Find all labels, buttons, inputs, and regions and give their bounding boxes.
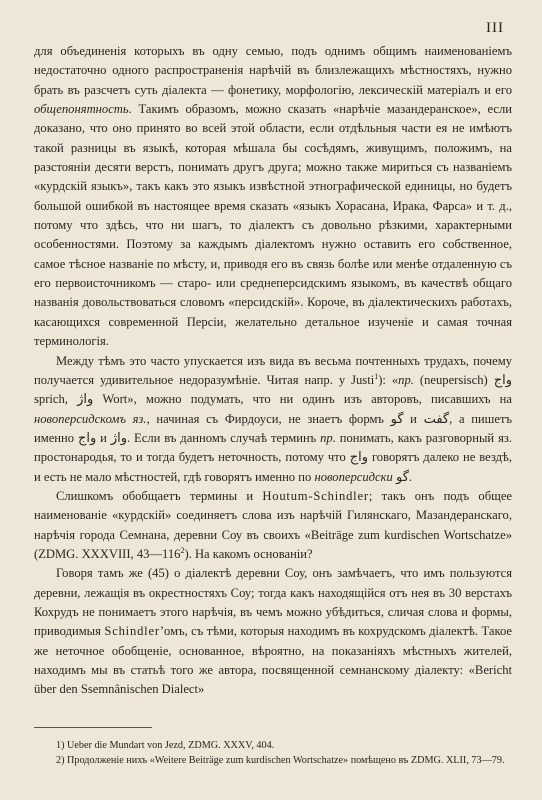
text-run: Слишкомъ обобщаетъ термины и (56, 488, 263, 503)
text-run: новоперсидскомъ яз. (34, 411, 147, 426)
text-run: , начиная съ Фирдоуси, не знаетъ формъ (146, 411, 391, 426)
arabic-word: واج (349, 450, 369, 466)
text-run: . Такимъ образомъ, можно сказать «нарѣчіе мазандеранское», если доказано, что оно принято во всей этой области, если отдѣльныя части ея не имѣютъ такой разницы въ языкѣ, которая мѣшала бы сосѣдямъ, живущимъ, положимъ, на разстояніи десяти верстъ, понимать другъ друга; можно также мириться съ названіемъ «курдскій языкъ», такъ какъ это языкъ извѣстной этнографической единицы, но будетъ большой ошибкой въ настоящее время сказать «языкъ Хорасана, Ирака, Фарса» и т. д., потому что здѣсь, что ни шагъ, то діалектъ съ довольно рѣзкими, характерными особенностями. Поэтому за каждымъ діалектомъ нужно оставить его собственное, самое тѣсное названіе по мѣсту, и, приводя его въ связь болѣе или менѣе отдаленную съ его первоисточникомъ — старо- или среднеперсидскимъ языкомъ, въ качествѣ общаго названія довольствоваться словомъ «персидскій». Короче, въ діалектическихъ работахъ, касающихся современной Персіи, желательно детальное изученіе и самая точная терминологія. (34, 102, 512, 349)
text-run: пр. (320, 430, 336, 445)
text-run: . (408, 469, 413, 484)
arabic-word: واژ (77, 392, 94, 408)
text-run: (neupersisch) (413, 372, 494, 387)
footnote-2: 2) Продолженіе нихъ «Weitere Beiträge zum kurdischen Wortschatze» помѣщено въ ZDMG. XLII, 73—79. (56, 755, 505, 766)
text-run: ; такъ онъ подъ общее наименованіе «курдскій» соединяетъ слова изъ нарѣчій Гилянскаго, Мазандеранскаго, нарѣчія города Семнана, деревни Соу въ своихъ «Beiträge zum kurdischen Wortschatze» (ZDMG. XXXVIII, 43—116 (34, 488, 512, 561)
arabic-word: واژ (110, 430, 127, 446)
footnote-1: 1) Ueber die Mundart von Jezd, ZDMG. XXXV, 404. (56, 740, 275, 751)
text-run: sprich, (34, 392, 78, 407)
text-run: и (403, 411, 424, 426)
footnote-divider (34, 727, 152, 728)
text-run: общепонятность (34, 102, 129, 117)
footnotes (34, 738, 512, 768)
text-run: говорятъ далеко не вездѣ, и есть не мало мѣстностей, гдѣ говорятъ именно по (34, 450, 512, 484)
paragraph (34, 487, 512, 564)
text-run: и (96, 430, 111, 445)
paragraph (34, 564, 512, 699)
text-run: Между тѣмъ это часто упускается изъ вида въ весьма почтенныхъ трудахъ, почему получается удивительное недоразумѣніе. Читая напр. у Justi (34, 353, 512, 387)
arabic-word: واج (493, 372, 512, 388)
body-text (34, 42, 512, 700)
text-run: , а пишетъ именно (34, 411, 512, 445)
footnote-ref: 2 (180, 545, 185, 555)
text-run: ). На какомъ основаніи? (184, 546, 313, 561)
text-run: Houtum-Schindler (262, 488, 369, 503)
footnote-ref: 1 (374, 371, 379, 381)
paragraph (34, 42, 512, 352)
text-run: Schindler (104, 624, 160, 639)
text-run: ): « (378, 372, 399, 387)
arabic-word: گفت (423, 411, 450, 427)
paragraph (34, 352, 512, 487)
text-run: пр. (398, 372, 414, 387)
text-run: Говоря тамъ же (45) о діалектѣ деревни Соу, онъ замѣчаетъ, что имъ пользуются деревни, лежащія въ окрестностяхъ Соу; тогда какъ находящійся отъ нея въ 30 верстахъ Кохрудъ не понимаетъ этого нарѣчія, въ чемъ можно убѣдиться, сличая слова и формы, приводимыя (34, 566, 512, 639)
arabic-word: گو (390, 411, 404, 427)
text-run: ’омъ, съ тѣми, которыя находимъ въ кохрудскомъ діалектѣ. Такое же неточное обобщеніе, основанное, вѣроятно, на показаніяхъ мѣстныхъ жителей, находимъ мы въ статьѣ того же автора, посвященной семнанскому діалекту: «Bericht über den Ssemnânischen Dialect» (34, 624, 513, 697)
text-run: понимать, какъ разговорный яз. простонародья, то и тогда будетъ неточность, потому что (34, 430, 512, 465)
text-run: новоперсидски (314, 469, 393, 484)
text-run: . Если въ данномъ случаѣ терминъ (126, 430, 321, 445)
page-number: III (486, 20, 504, 36)
text-run: Wort», можно подумать, что ни одинъ изъ авторовъ, писавшихъ на (93, 392, 512, 407)
arabic-word: واج (77, 430, 97, 446)
arabic-word: گو (395, 469, 409, 485)
text-run: для объединенія которыхъ въ одну семью, подъ однимъ общимъ наименованіемъ недостаточно одного распространенія нарѣчій въ близлежащихъ мѣстностяхъ, нужно брать въ разсчетъ суть діалекта — фонетику, морфологію, лексическій матеріалъ и его (34, 44, 512, 97)
